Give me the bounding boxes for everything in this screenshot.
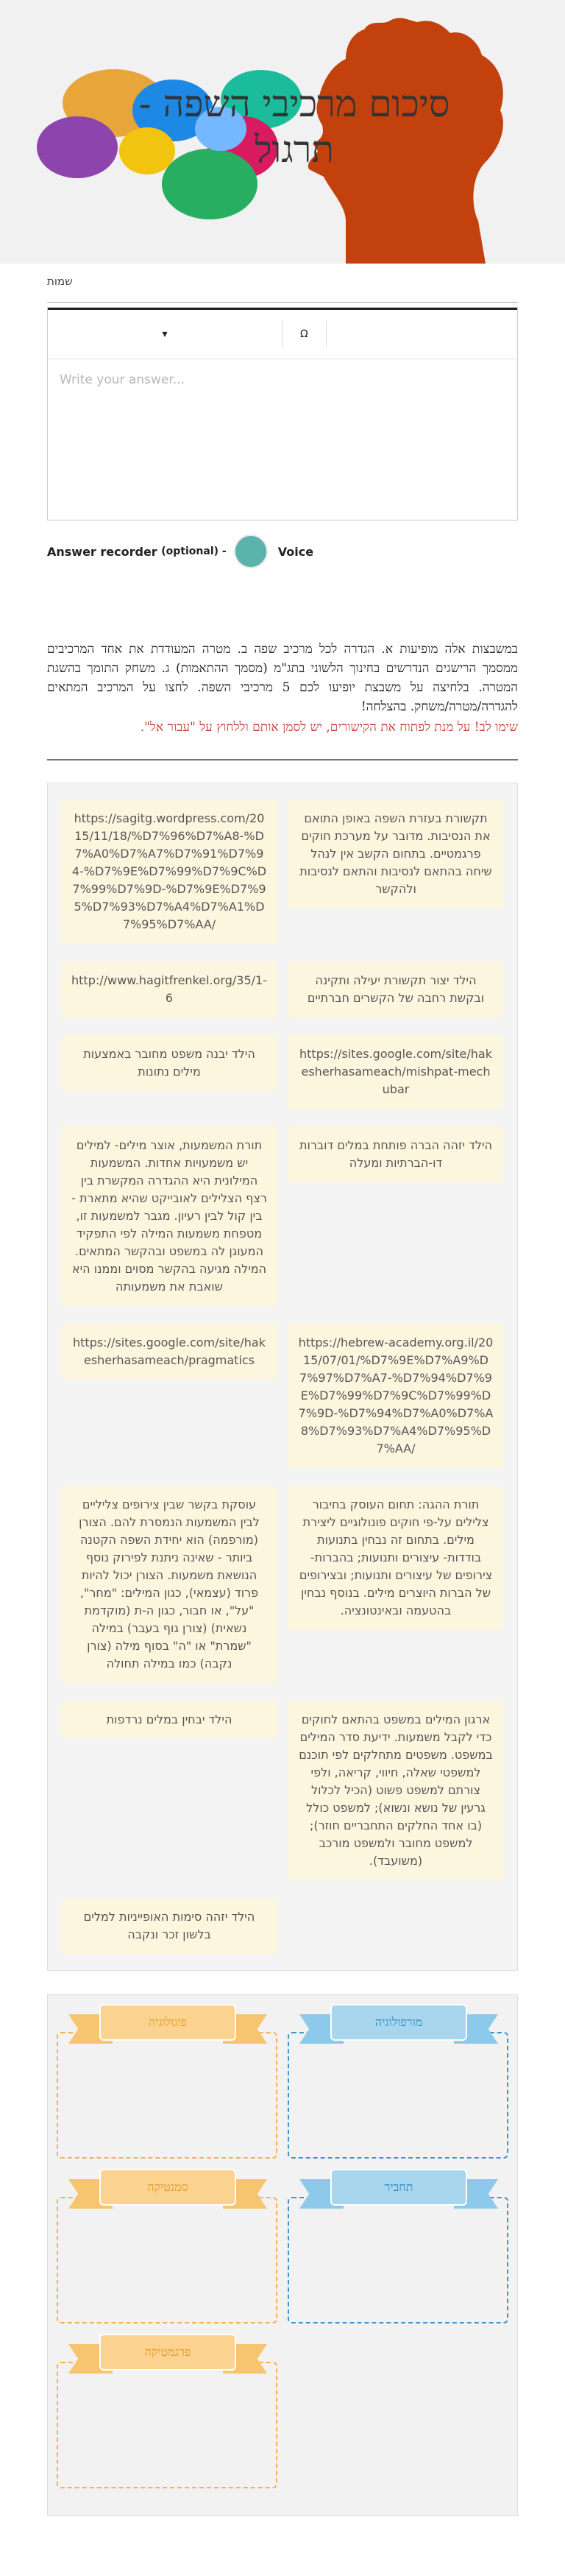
zone-label: תחביר	[330, 2169, 467, 2206]
drop-zone-semantics[interactable]	[57, 2169, 277, 2331]
editor-toolbar	[48, 308, 517, 359]
bottom-spacer	[47, 2516, 518, 2545]
answer-recorder	[47, 521, 518, 582]
special-chars-button[interactable]: Ω	[282, 321, 327, 347]
zone-ribbon	[68, 2004, 267, 2047]
card-definition[interactable]: תורת המשמעות, אוצר מילים- למילים יש משמעויות אחדות. המשמעות המילונית היא ההגדרה המקשרת בין רצף הצלילים לאובייקט שהיא מתארת - בין קול לבין רעיון. מגבר למשמעות זו, מטפחת משמעות המילה לפי התפקיד המעוגן לה במשפט ובהקשר המתאים. המילה מגיעה בהקשר מסוים וממנו היא שואבת את משמעותה	[61, 1126, 277, 1306]
zone-label: מורפולוגיה	[330, 2004, 467, 2041]
zones-row	[57, 2334, 508, 2496]
card-goal[interactable]: הילד יצור תקשורת יעילה ותקינה ובקשת רחבה של הקשרים חברתיים	[288, 961, 504, 1017]
answer-editor	[47, 307, 518, 521]
drop-box[interactable]	[57, 2197, 277, 2323]
cards-row	[61, 800, 504, 944]
cards-row	[61, 1324, 504, 1468]
divider	[47, 759, 518, 761]
header-banner	[0, 0, 565, 264]
card-definition[interactable]: ארגון המילים במשפט בהתאם לחוקים כדי לקבל משמעות. ידיעת סדר המילים במשפט. משפטים מתחלקים לפי תוכנם למשפטי שאלה, חיווי, קריאה, ולפי צורתם למשפט פשוט (הכיל לכלול גרעין של נושא ונשוא); למשפט כולל (בו אחד החלקים התחבריים חוזר); למשפט מחובר ולמשפט מורכב (משועבד).	[288, 1701, 504, 1880]
worksheet	[47, 264, 518, 2545]
card-link[interactable]: http://www.hagitfrenkel.org/35/1-6	[61, 961, 277, 1017]
cards-row	[61, 1486, 504, 1683]
card-definition[interactable]: תורת ההגה: תחום העוסק בחיבור צלילים על-פי חוקים פונולוגיים ליצירת מילים. בתחום זה נבחין בתנועות בודדות- עיצורים ותנועות; בהברות- צירופים של עיצורים ותנועות; ובצירופים של הברות היוצרים מילים. בנוסף נבחין בהטעמה ובאינטונציה.	[288, 1486, 504, 1630]
drop-zones-area	[47, 1994, 518, 2516]
cards-row	[61, 961, 504, 1017]
card-link[interactable]: https://hebrew-academy.org.il/2015/07/01/%D7%9E%D7%A9%D7%97%D7%A7-%D7%94%D7%9E%D7%99%D7%9C%D7%99%D7%9D-%D7%94%D7%A0%D7%A8%D7%93%D7%A4%D7%95%D7%AA/	[288, 1324, 504, 1468]
recorder-optional: (optional) -	[161, 546, 227, 557]
cards-row	[61, 1701, 504, 1880]
zone-label: פונולוגיה	[99, 2004, 236, 2041]
drop-zone-syntax[interactable]	[288, 2169, 508, 2331]
matching-cards-area	[47, 783, 518, 1971]
drop-box[interactable]	[57, 2032, 277, 2159]
instructions-text: במשבצות אלה מופיעות א. הגדרה לכל מרכיב שפה ב. מטרה המעודדת את אחד המרכיבים ממסמך הרישגים הנדרשים בחינוך הלשוני בתג"מ (מסמך ההתאמות) ג. משחק התומך בהשגת המטרה. בלחיצה על משבצת יופיעו לכם 5 מרכיבי השפה. לחצו על המרכיב המתאים להגדרה/מטרה/משחק. בהצלחה!	[47, 642, 518, 714]
card-definition[interactable]: עוסקת בקשר שבין צירופים צליליים לבין המשמעות הנמסרת להם. הצורן (מורפמה) הוא יחידת השפה הקטנה ביותר - שאינה ניתנת לפירוק נוסף הנושאת משמעות. הצורן יכול להיות פרוד (עצמאי), כגון המילים: "מחר", "על", או חבור, כגון ה-ת (מוקדמת נשאית) (צורן גוף בעבר) במילה "שמרת" או "ה" בסוף מילה (צורן נקבה) כמו במילה תחולה	[61, 1486, 277, 1683]
zones-row	[57, 2004, 508, 2166]
answer-textarea[interactable]: Write your answer...	[60, 373, 185, 387]
name-label: שמות	[47, 275, 73, 288]
zones-row	[57, 2169, 508, 2331]
cards-row	[61, 1126, 504, 1306]
zone-ribbon	[68, 2334, 267, 2376]
card-goal[interactable]: הילד יזהה סימות האופייניות למלים בלשון זכר ונקבה	[61, 1898, 277, 1954]
drop-box[interactable]	[288, 2032, 508, 2159]
drop-box[interactable]	[288, 2197, 508, 2323]
page-title: סיכום מרכיבי השפה - תרגול	[138, 82, 450, 171]
card-link[interactable]: https://sites.google.com/site/hakesherhasameach/pragmatics	[61, 1324, 277, 1380]
card-link[interactable]: https://sagitg.wordpress.com/2015/11/18/%D7%96%D7%A8-%D7%A0%D7%A7%D7%91%D7%94-%D7%9E%D7%99%D7%9C%D7%99%D7%9D-%D7%9E%D7%95%D7%93%D7%A4%D7%A1%D7%95%D7%AA/	[61, 800, 277, 944]
toolbar-empty	[327, 321, 517, 347]
card-goal[interactable]: הילד יבחין במלים נרדפות	[61, 1701, 277, 1739]
links-warning: שימו לב! על מנת לפתוח את הקישורים, יש לסמן אותם וללחוץ על "עבור אל".	[140, 720, 518, 735]
cards-row	[61, 1035, 504, 1109]
card-goal[interactable]: הילד יזהה הברה פותחת במלים דוברות דו-הברתיות ומעלה	[288, 1126, 504, 1182]
voice-label: Voice	[277, 544, 314, 559]
zone-ribbon	[68, 2169, 267, 2212]
caret-down-icon: ▾	[162, 328, 168, 340]
card-definition[interactable]: תקשורת בעזרת השפה באופן התואם את הנסיבות. מדובר על מערכת חוקים פרגמטיים. בתחום הקשב אין לנהל שיחה בהתאם לנסיבות והתאם לנסיבות ולהקשר	[288, 800, 504, 908]
zone-label: פרגמטיקה	[99, 2334, 236, 2371]
name-underline	[47, 302, 518, 303]
drop-box[interactable]	[57, 2362, 277, 2488]
zone-label: סמנטיקה	[99, 2169, 236, 2206]
cards-row	[61, 1898, 504, 1954]
record-button[interactable]	[234, 534, 268, 568]
drop-zone-phonology[interactable]	[57, 2004, 277, 2166]
format-dropdown[interactable]	[48, 321, 282, 347]
zone-ribbon	[299, 2169, 498, 2212]
card-goal[interactable]: הילד יבנה משפט מחובר באמצעות מילים נתונות	[61, 1035, 277, 1091]
drop-zone-pragmatics[interactable]	[57, 2334, 277, 2496]
drop-zone-morphology[interactable]	[288, 2004, 508, 2166]
zone-ribbon	[299, 2004, 498, 2047]
card-link[interactable]: https://sites.google.com/site/hakesherhasameach/mishpat-mechubar	[288, 1035, 504, 1109]
zone-empty	[288, 2334, 508, 2496]
recorder-label: Answer recorder	[47, 544, 157, 559]
